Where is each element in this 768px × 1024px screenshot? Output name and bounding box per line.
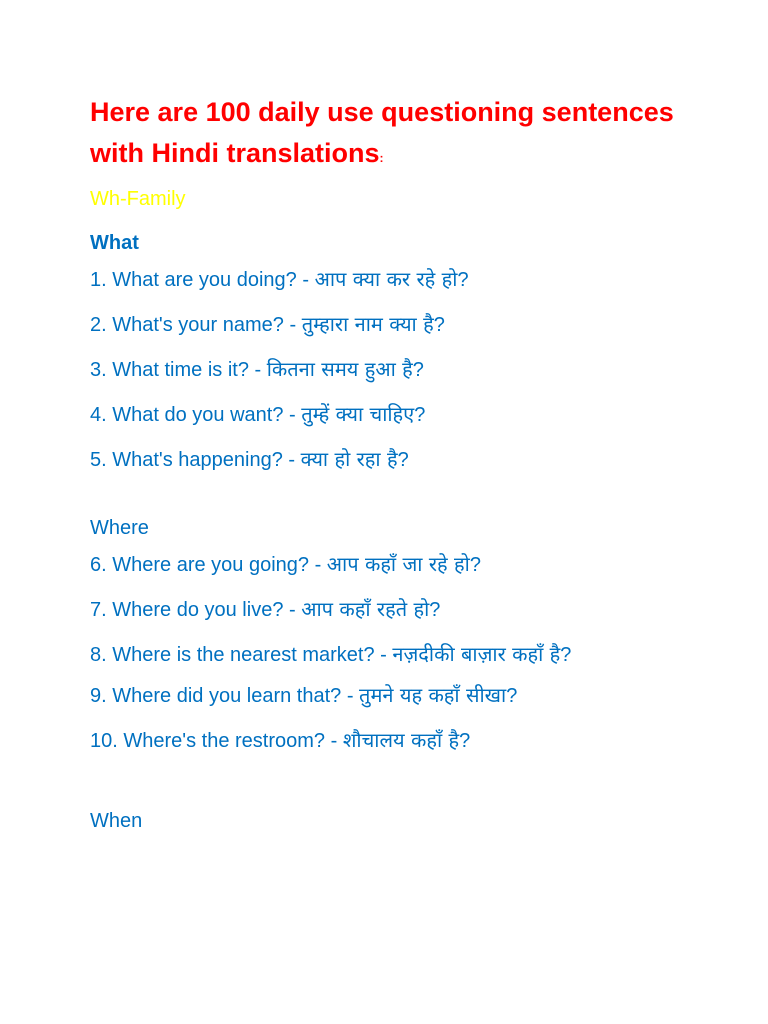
hindi-text: आप कहाँ जा रहे हो [326,552,470,576]
question-mark: ? [414,404,426,426]
question-mark: ? [469,554,481,576]
hindi-text: नज़दीकी बाज़ार कहाँ है [392,642,561,666]
hindi-text: क्या हो रहा है [300,447,398,471]
list-item [90,679,700,712]
question-mark: ? [459,730,471,752]
english-text: 2. What's your name? - [90,314,302,336]
list-item [90,638,700,671]
english-text: 4. What do you want? - [90,404,302,426]
question-mark: ? [429,599,441,621]
english-text: 8. Where is the nearest market? - [90,644,393,666]
english-text: 6. Where are you going? - [90,554,327,576]
hindi-text: तुम्हें क्या चाहिए [301,402,415,426]
document-page [90,92,700,833]
list-item [90,443,700,476]
list-item [90,724,700,757]
hindi-text: आप कहाँ रहते हो [301,597,430,621]
list-item [90,263,700,296]
section-tag: Wh-Family [90,188,186,210]
question-mark: ? [412,359,424,381]
list-item [90,353,700,386]
english-text: 10. Where's the restroom? - [90,730,343,752]
english-text: 5. What's happening? - [90,449,301,471]
heading-where: Where [90,517,149,539]
english-text: 1. What are you doing? - [90,269,315,291]
list-item [90,593,700,626]
question-mark: ? [506,685,518,707]
hindi-text: तुमने यह कहाँ सीखा [359,683,507,707]
list-item [90,548,700,581]
question-mark: ? [457,269,469,291]
title-text: Here are 100 daily use questioning sentences with Hindi translations [90,97,674,168]
question-mark: ? [433,314,445,336]
hindi-text: शौचालय कहाँ है [342,728,460,752]
english-text: 9. Where did you learn that? - [90,685,360,707]
list-item [90,398,700,431]
hindi-text: तुम्हारा नाम क्या है [301,312,434,336]
hindi-text: आप क्या कर रहे हो [314,267,458,291]
question-mark: ? [560,644,572,666]
list-item [90,308,700,341]
question-mark: ? [397,449,409,471]
heading-what: What [90,232,139,254]
document-title [90,92,700,179]
english-text: 3. What time is it? - [90,359,267,381]
title-colon: : [379,151,384,165]
hindi-text: कितना समय हुआ है [266,357,413,381]
heading-when: When [90,810,143,832]
english-text: 7. Where do you live? - [90,599,302,621]
